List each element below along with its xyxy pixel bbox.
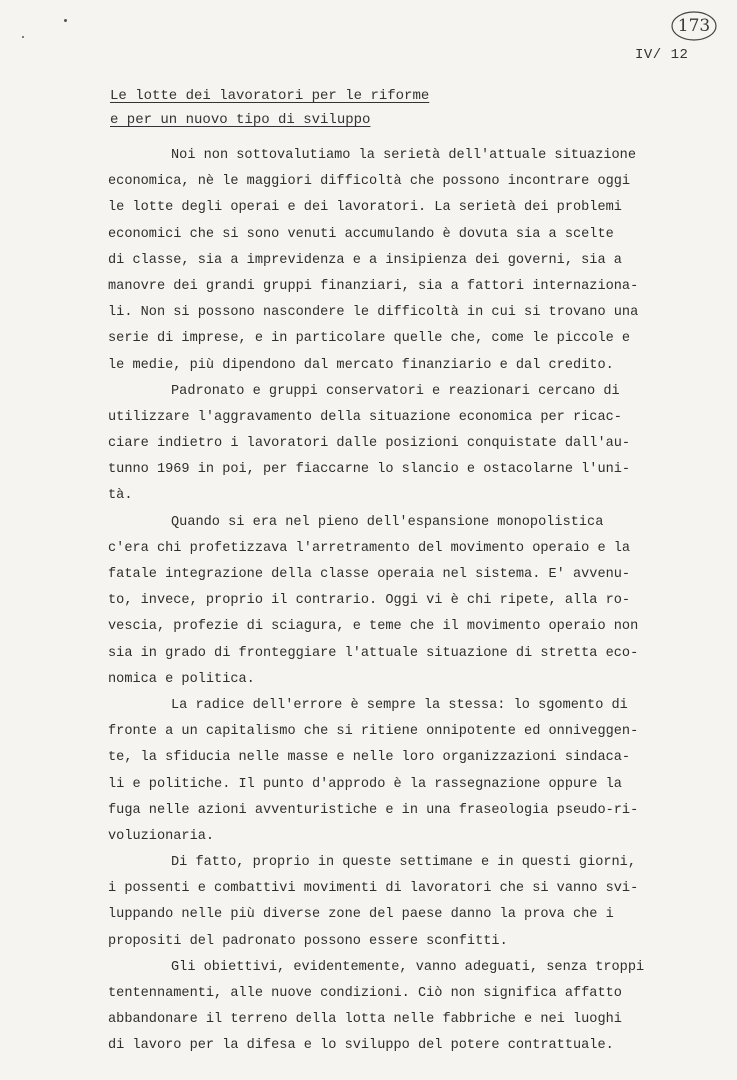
text-line: te, la sfiducia nelle masse e nelle loro organizzazioni sindaca-: [108, 750, 631, 766]
text-line: vescia, profezie di sciagura, e teme che il movimento operaio non: [108, 619, 639, 635]
text-line: economici che si sono venuti accumulando è dovuta sia a scelte: [108, 226, 614, 242]
paper-speck: [22, 36, 24, 38]
text-line: fatale integrazione della classe operaia nel sistema. E' avvenu-: [108, 567, 631, 582]
text-line: economica, nè le maggiori difficoltà che possono incontrare oggi: [108, 174, 631, 190]
title-line: Le lotte dei lavoratori per le riforme: [110, 88, 430, 104]
text-line: Noi non sottovalutiamo la serietà dell'attuale situazione: [171, 148, 636, 163]
text-line: Gli obiettivi, evidentemente, vanno adeguati, senza troppi: [171, 959, 645, 975]
text-line: voluzionaria.: [108, 828, 215, 844]
text-line: fuga nelle azioni avventuristiche e in una fraseologia pseudo-ri-: [108, 802, 639, 818]
text-line: fronte a un capitalismo che si ritiene onnipotente ed onniveggen-: [108, 724, 639, 740]
text-line: Di fatto, proprio in queste settimane e in questi giorni,: [171, 855, 636, 871]
text-line: sia in grado di fronteggiare l'attuale situazione di stretta eco-: [108, 645, 639, 661]
text-line: le medie, più dipendono dal mercato finanziario e dal credito.: [108, 357, 614, 373]
text-line: c'era chi profetizzava l'arretramento del movimento operaio e la: [108, 540, 631, 556]
text-line: nomica e politica.: [108, 671, 255, 687]
text-line: Padronato e gruppi conservatori e reazionari cercano di: [171, 383, 620, 399]
text-line: propositi del padronato possono essere sconfitti.: [108, 933, 508, 949]
page-reference: IV/ 12: [635, 47, 689, 63]
document-body: [108, 143, 688, 1060]
text-line: to, invece, proprio il contrario. Oggi vi è chi ripete, alla ro-: [108, 593, 631, 609]
folio-number-text: 173: [677, 16, 711, 36]
text-line: manovre dei grandi gruppi finanziari, sia a fattori internaziona-: [108, 278, 639, 294]
text-line: tentennamenti, alle nuove condizioni. Ciò non significa affatto: [108, 986, 622, 1001]
text-line: le lotte degli operai e dei lavoratori. La serietà dei problemi: [108, 200, 622, 216]
text-line: utilizzare l'aggravamento della situazione economica per ricac-: [108, 409, 622, 425]
text-line: serie di imprese, e in particolare quelle che, come le piccole e: [108, 331, 631, 347]
text-line: li e politiche. Il punto d'approdo è la rassegnazione oppure la: [108, 776, 622, 792]
paper-speck: [64, 19, 67, 22]
text-line: ciare indietro i lavoratori dalle posizioni conquistate dall'au-: [108, 436, 631, 452]
text-line: i possenti e combattivi movimenti di lavoratori che si vanno svi-: [108, 881, 639, 897]
text-line: li. Non si possono nascondere le difficoltà in cui si trovano una: [108, 305, 639, 321]
text-line: tà.: [108, 488, 133, 504]
text-line: abbandonare il terreno della lotta nelle fabbriche e nei luoghi: [108, 1012, 622, 1028]
title-line: e per un nuovo tipo di sviluppo: [110, 112, 371, 128]
document-title: [110, 84, 470, 132]
handwritten-folio-number: [668, 8, 720, 42]
text-line: di lavoro per la difesa e lo sviluppo del potere contrattuale.: [108, 1038, 614, 1054]
text-line: di classe, sia a imprevidenza e a insipienza dei governi, sia a: [108, 252, 622, 268]
text-line: La radice dell'errore è sempre la stessa: lo sgomento di: [171, 697, 628, 713]
text-line: luppando nelle più diverse zone del paese danno la prova che i: [108, 907, 614, 923]
text-line: tunno 1969 in poi, per fiaccarne lo slancio e ostacolarne l'uni-: [108, 462, 631, 478]
text-line: Quando si era nel pieno dell'espansione monopolistica: [171, 514, 604, 530]
